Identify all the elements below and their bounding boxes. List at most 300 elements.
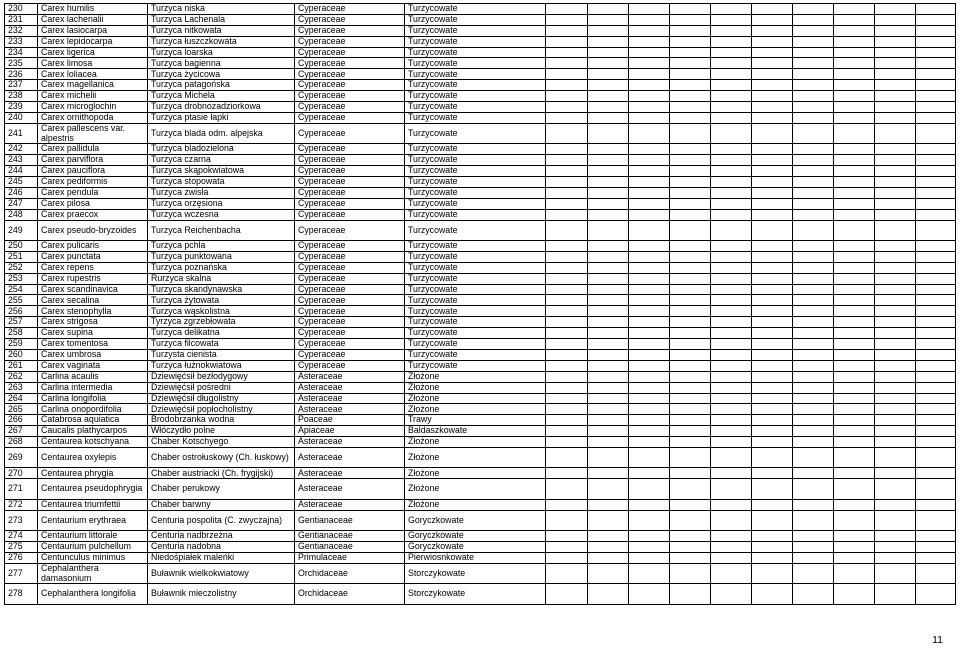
cell-family-polish: Złożone [405,447,546,468]
cell-status-4 [670,317,711,328]
cell-family-polish: Turzycowate [405,251,546,262]
cell-latin-name: Carex humilis [38,4,148,15]
cell-polish-name: Niedośpiałek maleńki [148,553,295,564]
cell-family-latin: Cyperaceae [295,144,405,155]
cell-status-6 [752,166,793,177]
cell-status-3 [629,553,670,564]
cell-status-9 [875,251,916,262]
cell-status-2 [588,317,629,328]
cell-status-5 [711,273,752,284]
cell-family-latin: Cyperaceae [295,14,405,25]
cell-status-3 [629,479,670,500]
table-row [5,531,956,542]
cell-status-4 [670,415,711,426]
cell-latin-name: Carex pediformis [38,176,148,187]
cell-status-2 [588,339,629,350]
cell-latin-name: Cephalanthera longifolia [38,584,148,605]
cell-status-9 [875,209,916,220]
cell-status-2 [588,371,629,382]
cell-family-polish: Turzycowate [405,69,546,80]
cell-status-10 [916,69,956,80]
cell-status-10 [916,273,956,284]
cell-family-polish: Turzycowate [405,123,546,144]
table-row [5,58,956,69]
cell-status-4 [670,553,711,564]
cell-status-4 [670,123,711,144]
cell-status-9 [875,371,916,382]
cell-status-9 [875,563,916,584]
cell-latin-name: Carlina intermedia [38,382,148,393]
cell-status-1 [546,198,588,209]
cell-status-8 [834,69,875,80]
table-row [5,437,956,448]
cell-status-1 [546,328,588,339]
cell-status-1 [546,542,588,553]
cell-polish-name: Turzyca patagońska [148,80,295,91]
cell-status-5 [711,553,752,564]
cell-status-7 [793,241,834,252]
cell-status-2 [588,14,629,25]
cell-status-6 [752,510,793,531]
cell-status-1 [546,80,588,91]
table-row [5,295,956,306]
cell-status-3 [629,328,670,339]
cell-status-2 [588,144,629,155]
cell-status-2 [588,295,629,306]
cell-polish-name: Włóczydło polne [148,426,295,437]
cell-status-10 [916,404,956,415]
cell-family-polish: Turzycowate [405,306,546,317]
table-row [5,47,956,58]
cell-status-5 [711,25,752,36]
cell-status-4 [670,4,711,15]
cell-status-8 [834,306,875,317]
cell-status-1 [546,339,588,350]
cell-family-latin: Cyperaceae [295,69,405,80]
cell-status-4 [670,176,711,187]
cell-family-polish: Turzycowate [405,220,546,241]
cell-status-9 [875,102,916,113]
cell-status-5 [711,339,752,350]
cell-status-5 [711,209,752,220]
cell-status-3 [629,25,670,36]
cell-status-10 [916,542,956,553]
cell-latin-name: Caucalis plathycarpos [38,426,148,437]
cell-status-8 [834,542,875,553]
cell-latin-name: Carex ornithopoda [38,112,148,123]
cell-polish-name: Chaber perukowy [148,479,295,500]
cell-status-3 [629,4,670,15]
cell-latin-name: Carex punctata [38,251,148,262]
table-row [5,166,956,177]
cell-status-10 [916,349,956,360]
cell-latin-name: Carex pseudo-bryzoides [38,220,148,241]
cell-status-10 [916,144,956,155]
cell-polish-name: Chaber barwny [148,499,295,510]
cell-status-4 [670,563,711,584]
cell-status-4 [670,251,711,262]
cell-status-1 [546,499,588,510]
cell-status-1 [546,468,588,479]
table-row [5,14,956,25]
cell-status-7 [793,360,834,371]
cell-family-latin: Cyperaceae [295,187,405,198]
cell-status-8 [834,123,875,144]
cell-polish-name: Turzyca żytowata [148,295,295,306]
cell-status-6 [752,531,793,542]
cell-status-3 [629,349,670,360]
cell-status-8 [834,25,875,36]
table-row [5,447,956,468]
cell-status-1 [546,91,588,102]
cell-status-6 [752,251,793,262]
cell-status-7 [793,284,834,295]
table-row [5,262,956,273]
cell-polish-name: Rurzyca skalna [148,273,295,284]
cell-status-9 [875,155,916,166]
cell-status-1 [546,531,588,542]
cell-status-5 [711,176,752,187]
cell-status-5 [711,91,752,102]
cell-status-3 [629,58,670,69]
cell-family-latin: Cyperaceae [295,80,405,91]
cell-status-6 [752,155,793,166]
cell-status-3 [629,295,670,306]
table-row [5,404,956,415]
cell-family-latin: Cyperaceae [295,176,405,187]
cell-status-10 [916,102,956,113]
cell-family-polish: Turzycowate [405,166,546,177]
cell-latin-name: Carex supina [38,328,148,339]
cell-status-3 [629,198,670,209]
cell-status-2 [588,542,629,553]
cell-status-9 [875,382,916,393]
cell-status-3 [629,437,670,448]
cell-family-polish: Goryczkowate [405,510,546,531]
cell-polish-name: Buławnik mieczolistny [148,584,295,605]
cell-family-polish: Trawy [405,415,546,426]
cell-polish-name: Turzyca nitkowata [148,25,295,36]
cell-status-7 [793,112,834,123]
cell-family-polish: Turzycowate [405,339,546,350]
cell-number: 259 [5,339,38,350]
cell-status-9 [875,404,916,415]
cell-status-3 [629,209,670,220]
cell-family-latin: Asteraceae [295,393,405,404]
cell-status-7 [793,209,834,220]
cell-status-6 [752,144,793,155]
cell-status-3 [629,102,670,113]
cell-family-latin: Cyperaceae [295,241,405,252]
cell-status-1 [546,415,588,426]
cell-family-latin: Cyperaceae [295,262,405,273]
cell-polish-name: Centuria pospolita (C. zwyczajna) [148,510,295,531]
cell-polish-name: Centuria nadbrzeżna [148,531,295,542]
cell-status-1 [546,563,588,584]
cell-status-4 [670,91,711,102]
cell-status-10 [916,426,956,437]
cell-family-polish: Turzycowate [405,14,546,25]
cell-status-9 [875,273,916,284]
cell-status-9 [875,317,916,328]
cell-number: 274 [5,531,38,542]
cell-family-latin: Asteraceae [295,447,405,468]
cell-status-2 [588,102,629,113]
cell-status-6 [752,91,793,102]
cell-number: 276 [5,553,38,564]
cell-family-polish: Turzycowate [405,102,546,113]
cell-status-7 [793,176,834,187]
cell-status-7 [793,510,834,531]
cell-family-polish: Turzycowate [405,187,546,198]
cell-status-9 [875,542,916,553]
cell-status-7 [793,349,834,360]
cell-family-latin: Asteraceae [295,404,405,415]
cell-status-1 [546,371,588,382]
cell-status-10 [916,415,956,426]
cell-polish-name: Turzyca delikatna [148,328,295,339]
cell-status-10 [916,553,956,564]
cell-family-polish: Turzycowate [405,155,546,166]
cell-latin-name: Centaurea kotschyana [38,437,148,448]
cell-status-10 [916,36,956,47]
cell-family-polish: Turzycowate [405,112,546,123]
cell-latin-name: Carex limosa [38,58,148,69]
cell-latin-name: Carex umbrosa [38,349,148,360]
cell-status-4 [670,36,711,47]
cell-family-polish: Turzycowate [405,25,546,36]
cell-status-10 [916,371,956,382]
cell-family-polish: Turzycowate [405,47,546,58]
cell-status-10 [916,80,956,91]
cell-status-1 [546,220,588,241]
table-body [5,4,956,605]
cell-status-4 [670,295,711,306]
cell-status-2 [588,112,629,123]
table-row [5,415,956,426]
cell-status-2 [588,382,629,393]
cell-status-8 [834,447,875,468]
cell-number: 260 [5,349,38,360]
cell-latin-name: Carex microglochin [38,102,148,113]
cell-status-3 [629,176,670,187]
cell-status-7 [793,584,834,605]
cell-latin-name: Carex loliacea [38,69,148,80]
cell-status-6 [752,499,793,510]
cell-status-4 [670,542,711,553]
cell-status-7 [793,499,834,510]
cell-status-3 [629,404,670,415]
cell-status-5 [711,80,752,91]
cell-number: 277 [5,563,38,584]
cell-status-9 [875,241,916,252]
cell-status-4 [670,209,711,220]
cell-status-1 [546,273,588,284]
cell-number: 240 [5,112,38,123]
cell-status-6 [752,393,793,404]
cell-status-9 [875,393,916,404]
cell-status-8 [834,328,875,339]
cell-status-4 [670,371,711,382]
cell-latin-name: Centaurium littorale [38,531,148,542]
cell-latin-name: Carex magellanica [38,80,148,91]
cell-status-10 [916,382,956,393]
cell-status-1 [546,404,588,415]
cell-polish-name: Turzyca zwisła [148,187,295,198]
cell-status-9 [875,187,916,198]
cell-number: 262 [5,371,38,382]
cell-status-9 [875,339,916,350]
cell-status-8 [834,437,875,448]
cell-family-latin: Cyperaceae [295,349,405,360]
cell-status-6 [752,220,793,241]
cell-polish-name: Chaber ostrołuskowy (Ch. łuskowy) [148,447,295,468]
cell-status-6 [752,187,793,198]
cell-status-2 [588,273,629,284]
cell-status-1 [546,584,588,605]
cell-polish-name: Chaber austriacki (Ch. frygijski) [148,468,295,479]
cell-status-2 [588,262,629,273]
cell-status-5 [711,284,752,295]
cell-status-8 [834,14,875,25]
cell-family-polish: Turzycowate [405,176,546,187]
cell-status-8 [834,382,875,393]
cell-polish-name: Dziewięćsił bezłodygowy [148,371,295,382]
cell-status-5 [711,499,752,510]
cell-latin-name: Carex lachenalii [38,14,148,25]
cell-family-polish: Złożone [405,468,546,479]
cell-status-7 [793,198,834,209]
cell-family-polish: Pierwiosnkowate [405,553,546,564]
cell-family-polish: Turzycowate [405,273,546,284]
cell-status-5 [711,415,752,426]
cell-status-10 [916,220,956,241]
cell-number: 238 [5,91,38,102]
cell-status-3 [629,262,670,273]
cell-status-5 [711,479,752,500]
cell-family-latin: Asteraceae [295,371,405,382]
cell-latin-name: Carex ligerica [38,47,148,58]
cell-status-9 [875,220,916,241]
cell-number: 243 [5,155,38,166]
table-row [5,317,956,328]
cell-status-10 [916,393,956,404]
cell-polish-name: Turzyca orzęsiona [148,198,295,209]
cell-status-1 [546,14,588,25]
cell-status-7 [793,273,834,284]
cell-status-7 [793,47,834,58]
cell-family-polish: Storczykowate [405,584,546,605]
cell-status-3 [629,510,670,531]
cell-status-7 [793,166,834,177]
cell-status-3 [629,47,670,58]
species-table [4,3,956,605]
cell-number: 239 [5,102,38,113]
cell-status-6 [752,479,793,500]
cell-family-polish: Goryczkowate [405,542,546,553]
cell-polish-name: Turzyca poznańska [148,262,295,273]
cell-latin-name: Carex michelii [38,91,148,102]
cell-status-3 [629,393,670,404]
cell-status-8 [834,499,875,510]
cell-status-2 [588,349,629,360]
cell-latin-name: Carex repens [38,262,148,273]
cell-status-3 [629,371,670,382]
table-row [5,144,956,155]
cell-status-5 [711,468,752,479]
cell-status-7 [793,36,834,47]
cell-status-1 [546,176,588,187]
cell-status-6 [752,404,793,415]
cell-status-8 [834,209,875,220]
cell-number: 255 [5,295,38,306]
cell-family-polish: Turzycowate [405,209,546,220]
cell-status-2 [588,241,629,252]
cell-family-polish: Złożone [405,393,546,404]
cell-polish-name: Turzyca wąskolistna [148,306,295,317]
cell-status-8 [834,531,875,542]
cell-status-9 [875,36,916,47]
cell-polish-name: Turzyca wczesna [148,209,295,220]
cell-family-latin: Cyperaceae [295,360,405,371]
cell-status-3 [629,284,670,295]
cell-status-5 [711,102,752,113]
table-row [5,468,956,479]
cell-latin-name: Carlina longifolia [38,393,148,404]
table-row [5,584,956,605]
cell-status-9 [875,584,916,605]
table-row [5,328,956,339]
cell-status-6 [752,176,793,187]
cell-status-7 [793,91,834,102]
cell-status-7 [793,371,834,382]
cell-polish-name: Turzyca drobnozadziorkowa [148,102,295,113]
table-row [5,241,956,252]
cell-status-1 [546,58,588,69]
cell-family-latin: Gentianaceae [295,510,405,531]
cell-family-latin: Cyperaceae [295,251,405,262]
cell-status-7 [793,437,834,448]
cell-status-8 [834,371,875,382]
cell-latin-name: Carex lepidocarpa [38,36,148,47]
cell-status-4 [670,382,711,393]
cell-family-polish: Turzycowate [405,198,546,209]
cell-status-3 [629,339,670,350]
cell-status-9 [875,447,916,468]
cell-status-2 [588,306,629,317]
cell-status-9 [875,328,916,339]
cell-status-7 [793,262,834,273]
cell-status-3 [629,166,670,177]
cell-status-10 [916,187,956,198]
cell-status-8 [834,273,875,284]
cell-family-polish: Turzycowate [405,295,546,306]
table-row [5,499,956,510]
cell-status-5 [711,69,752,80]
cell-number: 250 [5,241,38,252]
cell-family-latin: Cyperaceae [295,317,405,328]
cell-status-2 [588,155,629,166]
cell-status-3 [629,447,670,468]
cell-family-latin: Apiaceae [295,426,405,437]
cell-status-6 [752,102,793,113]
cell-status-3 [629,187,670,198]
cell-status-10 [916,437,956,448]
cell-status-6 [752,306,793,317]
cell-status-1 [546,112,588,123]
cell-status-1 [546,4,588,15]
cell-status-9 [875,47,916,58]
